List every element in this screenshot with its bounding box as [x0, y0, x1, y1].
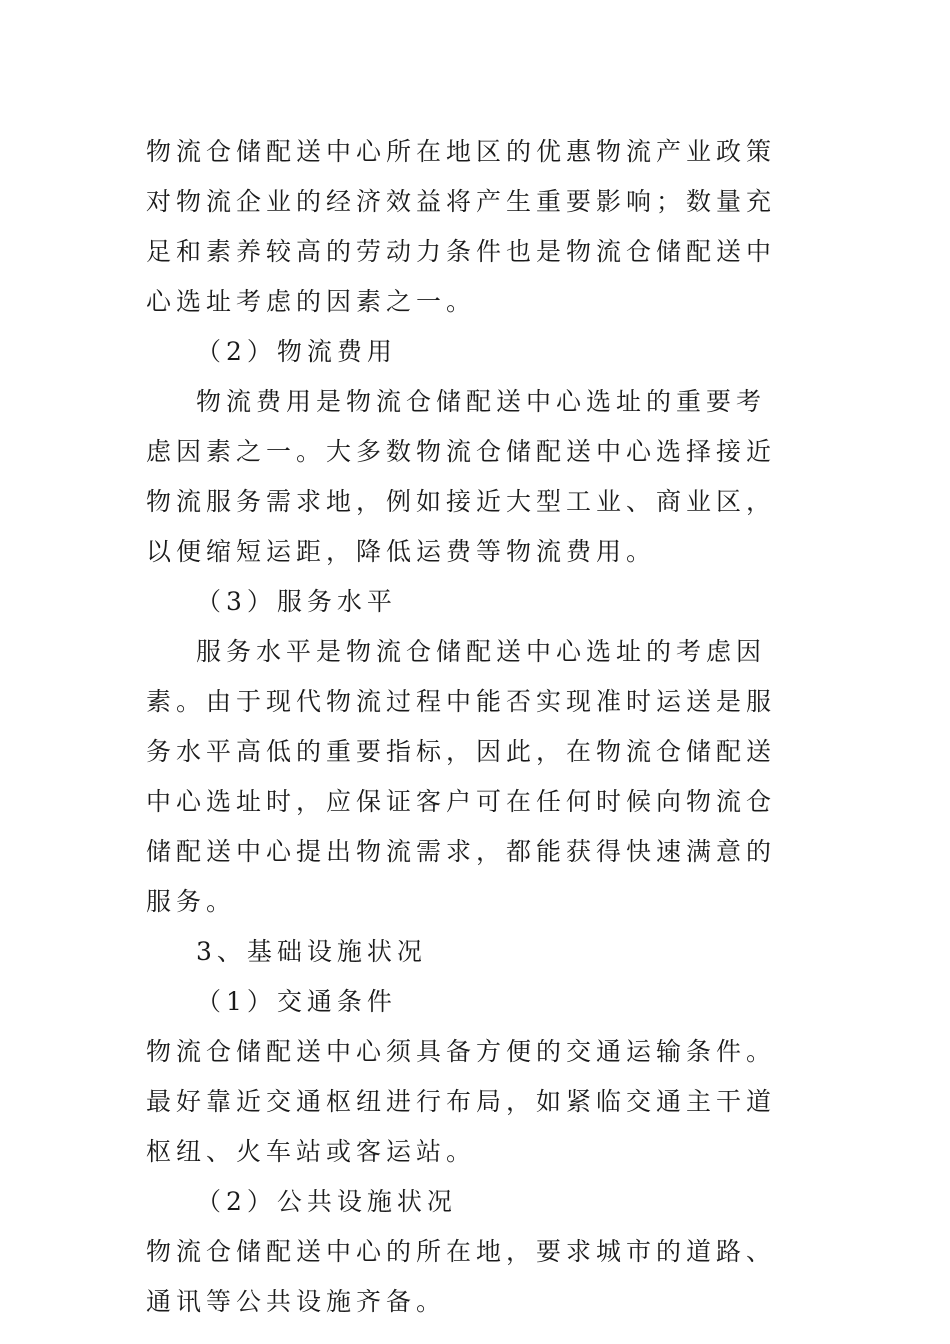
heading-infrastructure: 3、基础设施状况	[196, 937, 427, 966]
paragraph-service-level: 服务水平是物流仓储配送中心选址的考虑因素。由于现代物流过程中能否实现准时运送是服务水平高低的重要指标，因此，在物流仓储配送中心选址时，应保证客户可在任何时候向物流仓储配送中心提出物流需求，都能获得快速满意的服务。	[146, 637, 777, 916]
heading-traffic-conditions: （1）交通条件	[196, 987, 397, 1016]
paragraph-logistics-cost: 物流费用是物流仓储配送中心选址的重要考虑因素之一。大多数物流仓储配送中心选择接近物流服务需求地，例如接近大型工业、商业区，以便缩短运距，降低运费等物流费用。	[146, 387, 777, 566]
heading-service-level: （3）服务水平	[196, 587, 397, 616]
paragraph-public-facilities: 物流仓储配送中心的所在地，要求城市的道路、通讯等公共设施齐备。	[146, 1237, 777, 1316]
paragraph-traffic-conditions: 物流仓储配送中心须具备方便的交通运输条件。最好靠近交通枢纽进行布局，如紧临交通主干道枢纽、火车站或客运站。	[146, 1037, 777, 1166]
heading-logistics-cost: （2）物流费用	[196, 337, 397, 366]
paragraph-policy-labor: 物流仓储配送中心所在地区的优惠物流产业政策对物流企业的经济效益将产生重要影响；数量充足和素养较高的劳动力条件也是物流仓储配送中心选址考虑的因素之一。	[146, 137, 777, 316]
document-body	[146, 127, 786, 1327]
heading-public-facilities: （2）公共设施状况	[196, 1187, 457, 1216]
